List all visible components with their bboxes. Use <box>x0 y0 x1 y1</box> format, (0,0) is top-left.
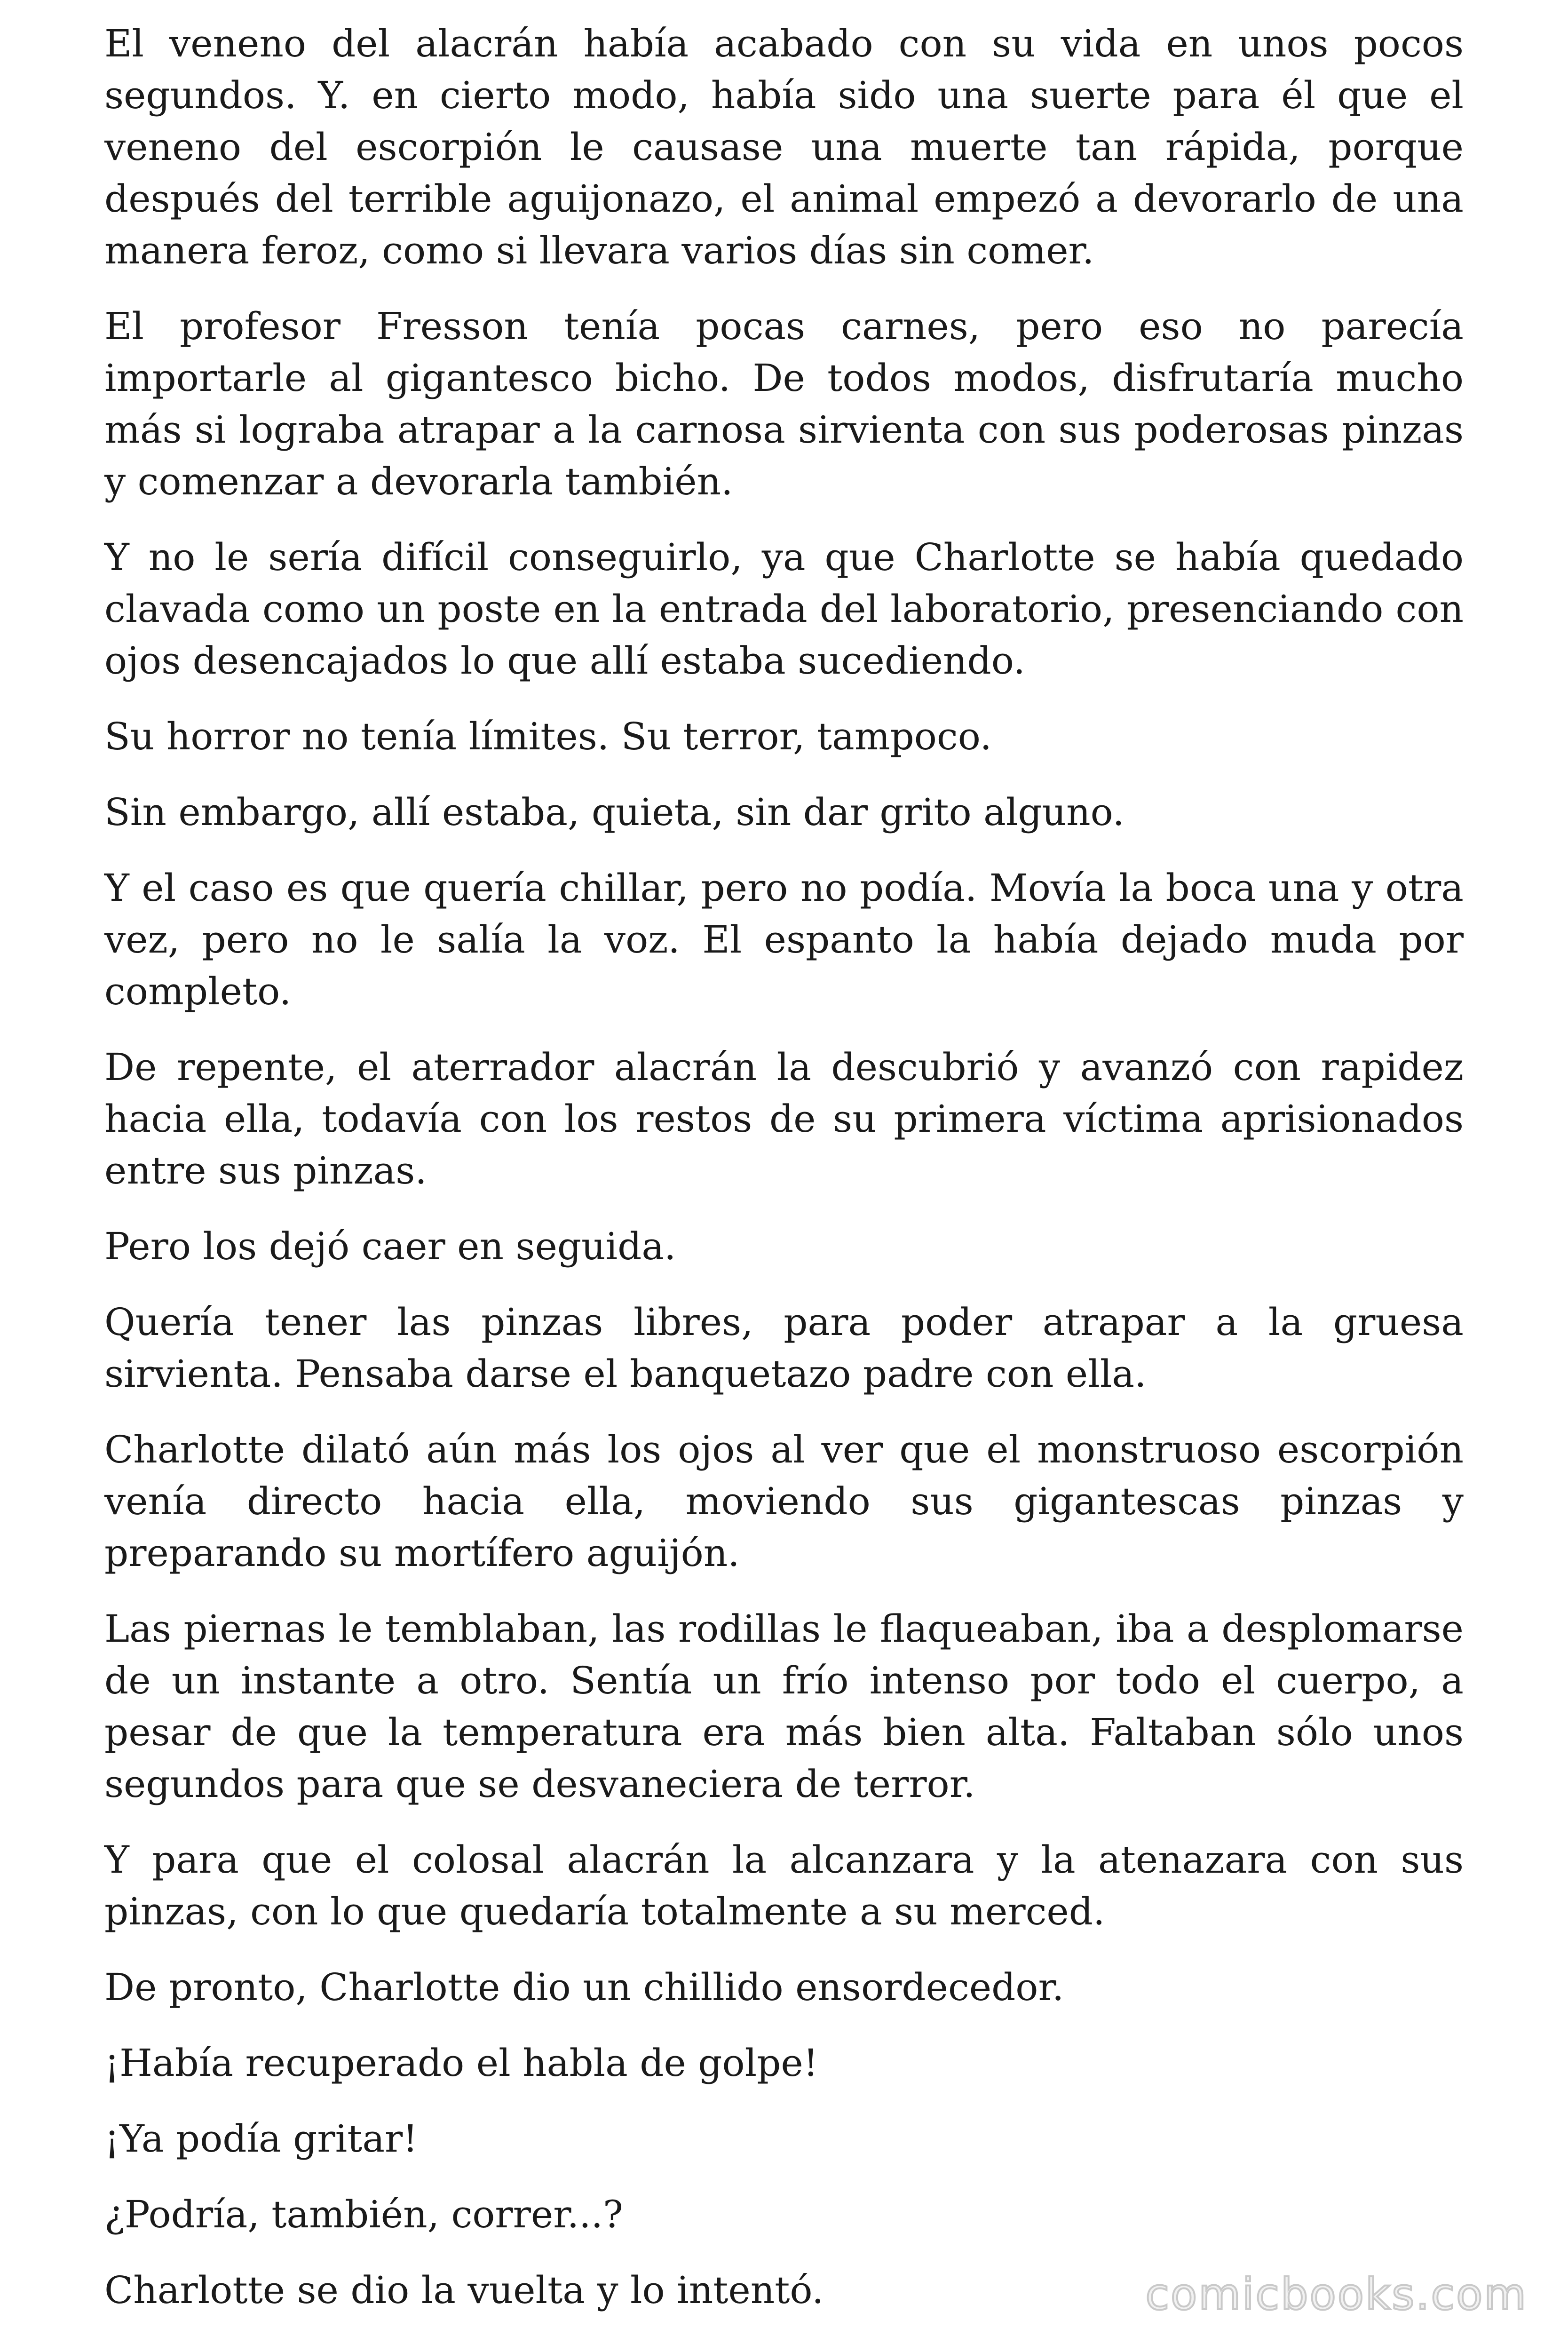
page-body <box>104 18 1464 2316</box>
paragraph: Sin embargo, allí estaba, quieta, sin dar grito alguno. <box>104 790 1125 834</box>
paragraph: De pronto, Charlotte dio un chillido ensordecedor. <box>104 1965 1064 2009</box>
paragraph: Las piernas le temblaban, las rodillas le flaqueaban, iba a desplomarse de un instante a otro. Sentía un frío intenso por todo el cuerpo, a pesar de que la temperatura era más bien alta. Faltaban sólo unos segundos para que se desvaneciera de terror. <box>104 1607 1464 1806</box>
watermark: comicbooks.com <box>1145 2269 1528 2320</box>
paragraph: De repente, el aterrador alacrán la descubrió y avanzó con rapidez hacia ella, todavía con los restos de su primera víctima aprisionados entre sus pinzas. <box>104 1045 1464 1192</box>
paragraph: Charlotte dilató aún más los ojos al ver que el monstruoso escorpión venía directo hacia ella, moviendo sus gigantescas pinzas y preparando su mortífero aguijón. <box>104 1428 1464 1575</box>
paragraph: Y no le sería difícil conseguirlo, ya que Charlotte se había quedado clavada como un poste en la entrada del laboratorio, presenciando con ojos desencajados lo que allí estaba sucediendo. <box>104 535 1464 683</box>
paragraph: ¿Podría, también, correr...? <box>104 2193 623 2236</box>
paragraph: ¡Había recuperado el habla de golpe! <box>104 2041 818 2085</box>
paragraph: Y el caso es que quería chillar, pero no podía. Movía la boca una y otra vez, pero no le salía la voz. El espanto la había dejado muda por completo. <box>104 866 1464 1013</box>
paragraph: Su horror no tenía límites. Su terror, tampoco. <box>104 715 992 758</box>
paragraph: El profesor Fresson tenía pocas carnes, pero eso no parecía importarle al gigantesco bicho. De todos modos, disfrutaría mucho más si lograba atrapar a la carnosa sirvienta con sus poderosas pinzas y comenzar a devorarla también. <box>104 304 1464 503</box>
paragraph: Y para que el colosal alacrán la alcanzara y la atenazara con sus pinzas, con lo que quedaría totalmente a su merced. <box>104 1838 1464 1933</box>
paragraph: El veneno del alacrán había acabado con su vida en unos pocos segundos. Y. en cierto modo, había sido una suerte para él que el veneno del escorpión le causase una muerte tan rápida, porque después del terrible aguijonazo, el animal empezó a devorarlo de una manera feroz, como si llevara varios días sin comer. <box>104 22 1464 272</box>
paragraph: Quería tener las pinzas libres, para poder atrapar a la gruesa sirvienta. Pensaba darse el banquetazo padre con ella. <box>104 1300 1464 1396</box>
paragraph: Pero los dejó caer en seguida. <box>104 1224 676 1268</box>
paragraph: Charlotte se dio la vuelta y lo intentó. <box>104 2268 824 2312</box>
paragraph: ¡Ya podía gritar! <box>104 2117 418 2161</box>
